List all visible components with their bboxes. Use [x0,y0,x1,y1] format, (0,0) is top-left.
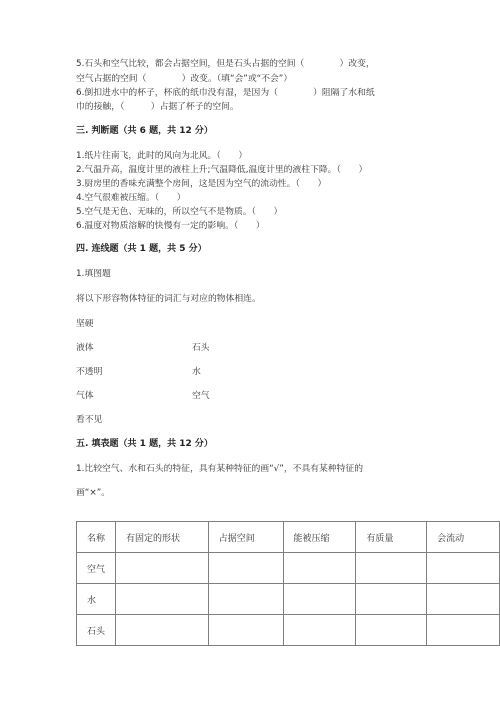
comparison-table [76,521,500,646]
judge-item-2: 2.气温升高，温度计里的液柱上升;气温降低,温度计里的液柱下降。（ ） [76,165,368,175]
table-row [77,615,500,646]
judge-item-3: 3.厨房里的香味充满整个房间，这是因为空气的流动性。（ ） [76,179,327,189]
right-word-2: 水 [192,367,201,377]
table-row [77,553,500,584]
table-header-cell: 有固定的形状 [115,522,208,553]
left-word-4: 气体 [76,391,94,401]
table-question-line-2: 画“×”。 [76,488,111,498]
answer-cell[interactable] [115,584,208,615]
row-label: 空气 [77,553,116,584]
answer-cell[interactable] [356,553,427,584]
question-6-line-2: 巾的接触，（ ）占据了杯子的空间。 [76,102,239,112]
answer-cell[interactable] [208,615,283,646]
answer-cell[interactable] [283,584,356,615]
table-header-cell: 名称 [77,522,116,553]
question-5-line-1: 5.石头和空气比较，都会占据空间，但是石头占据的空间（ ）改变， [76,59,375,69]
answer-cell[interactable] [208,584,283,615]
answer-cell[interactable] [427,584,500,615]
question-5-line-2: 空气占据的空间（ ）改变。（填“会”或“不会”） [76,74,293,84]
right-word-1: 石头 [192,343,210,353]
answer-cell[interactable] [115,553,208,584]
left-word-3: 不透明 [76,367,103,377]
answer-cell[interactable] [283,615,356,646]
answer-cell[interactable] [356,584,427,615]
table-row [77,584,500,615]
left-word-2: 液体 [76,343,94,353]
right-word-3: 空气 [192,391,210,401]
section-4-heading: 四. 连线题（共 1 题，共 5 分） [76,244,207,254]
answer-cell[interactable] [427,553,500,584]
answer-cell[interactable] [283,553,356,584]
row-label: 水 [77,584,116,615]
left-word-1: 坚硬 [76,319,94,329]
table-question-line-1: 1.比较空气、水和石头的特征，具有某种特征的画“√”，不具有某种特征的 [76,464,364,474]
section-5-heading: 五. 填表题（共 1 题，共 12 分） [76,439,213,449]
judge-item-5: 5.空气是无色、无味的，所以空气不是物质。（ ） [76,207,283,217]
table-header-row [77,522,500,553]
judge-item-1: 1.纸片往南飞，此时的风向为北风。（ ） [76,151,248,161]
judge-item-6: 6.温度对物质溶解的快慢有一定的影响。（ ） [76,221,265,231]
answer-cell[interactable] [115,615,208,646]
table-header-cell: 能被压缩 [283,522,356,553]
left-word-5: 看不见 [76,415,103,425]
table-header-cell: 会流动 [427,522,500,553]
answer-cell[interactable] [208,553,283,584]
matching-instruction: 将以下形容物体特征的词汇与对应的物体相连。 [76,294,261,304]
table-header-cell: 占据空间 [208,522,283,553]
matching-question-title: 1.填图题 [76,269,111,279]
row-label: 石头 [77,615,116,646]
answer-cell[interactable] [427,615,500,646]
section-3-heading: 三. 判断题（共 6 题，共 12 分） [76,126,213,136]
question-6-line-1: 6.倒扣进水中的杯子，杯底的纸巾没有湿，是因为（ ）阻隔了水和纸 [76,88,375,98]
answer-cell[interactable] [356,615,427,646]
table-header-cell: 有质量 [356,522,427,553]
judge-item-4: 4.空气很难被压缩。（ ） [76,193,186,203]
